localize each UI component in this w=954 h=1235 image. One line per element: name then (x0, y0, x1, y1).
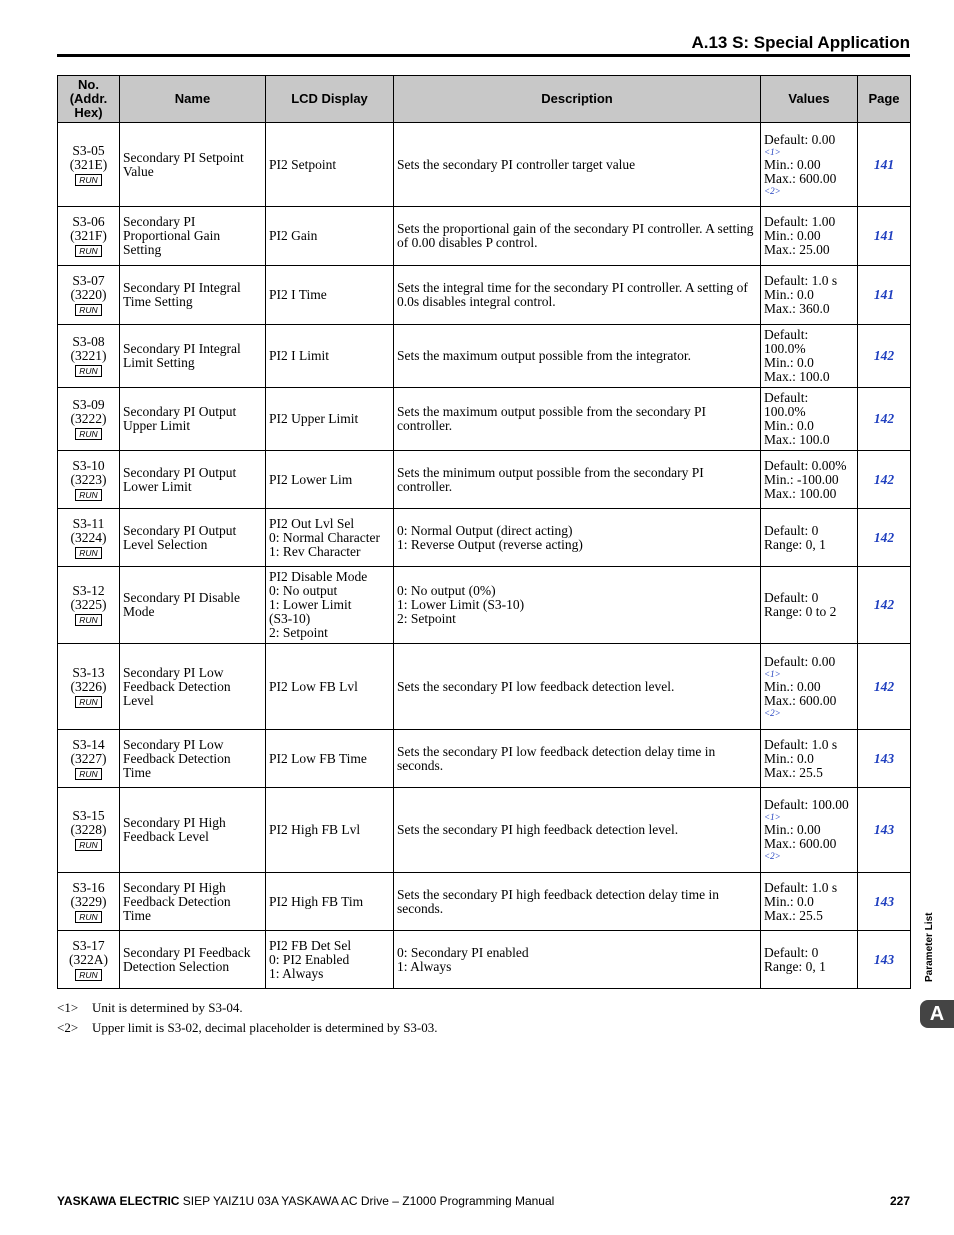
page-link[interactable]: 143 (873, 822, 895, 837)
parameter-name-cell (120, 509, 266, 567)
description-line: Sets the secondary PI high feedback detection delay time in (397, 886, 720, 902)
parameter-name-line: Value (123, 163, 154, 179)
lcd-display-line: 1: Always (269, 965, 324, 981)
page-cell (858, 567, 911, 644)
parameter-name-line: Time (123, 764, 152, 780)
parameter-name-cell (120, 266, 266, 325)
description-cell (394, 567, 761, 644)
parameter-name-line: Limit Setting (123, 355, 195, 370)
lcd-display-cell (266, 644, 394, 730)
parameter-number: S3-14 (72, 736, 105, 752)
value-line: Default: (764, 390, 809, 405)
parameter-name-line: Secondary PI Low (123, 736, 224, 752)
note-reference: <1> (764, 812, 781, 822)
footer-doc-title: SIEP YAIZ1U 03A YASKAWA AC Drive – Z1000 Programming Manual (179, 1194, 555, 1208)
parameter-name-line: Secondary PI High (123, 879, 226, 895)
description-cell (394, 788, 761, 873)
value-line: Min.: 0.0 (764, 287, 814, 302)
parameter-number-cell (58, 509, 120, 567)
run-badge: RUN (75, 174, 101, 186)
parameter-address: (3227) (70, 750, 107, 766)
lcd-display-line: PI2 Disable Mode (269, 569, 368, 584)
value-line: Default: 0.00 (764, 653, 836, 669)
parameter-number: S3-12 (72, 583, 105, 598)
parameter-number-cell (58, 567, 120, 644)
page-link[interactable]: 141 (873, 287, 895, 302)
parameter-number-cell (58, 123, 120, 207)
parameter-address: (3226) (70, 678, 107, 694)
parameter-number-cell (58, 931, 120, 989)
note-reference: <1> (764, 668, 781, 679)
parameter-name-line: Secondary PI Low (123, 664, 224, 680)
run-badge: RUN (75, 969, 101, 981)
parameter-name-line: Secondary PI Feedback (123, 944, 251, 960)
footnote (57, 1000, 438, 1020)
page-link[interactable]: 141 (873, 156, 895, 172)
value-line: Min.: 0.00 (764, 678, 821, 694)
note-reference: <2> (764, 707, 781, 718)
parameter-name-line: Setting (123, 242, 162, 257)
values-cell (761, 123, 858, 207)
parameter-table (57, 75, 911, 989)
value-line: Default: 1.0 s (764, 273, 838, 288)
page-footer (57, 1194, 910, 1208)
parameter-address: (3224) (70, 529, 107, 545)
footnote-text: Unit is determined by S3-04. (92, 1000, 243, 1015)
page-link[interactable]: 143 (873, 750, 895, 766)
parameter-address: (3220) (70, 287, 107, 302)
page-cell (858, 123, 911, 207)
value-line: Default: 0 (764, 522, 819, 538)
parameter-address: (3225) (70, 597, 107, 612)
table-row (58, 207, 911, 266)
value-line: Max.: 360.0 (764, 301, 830, 316)
table-row (58, 451, 911, 509)
parameter-number-cell (58, 451, 120, 509)
note-reference: <1> (764, 146, 781, 157)
lcd-display-line: PI2 High FB Lvl (269, 822, 361, 837)
parameter-address: (322A) (69, 951, 108, 967)
description-line: controller. (397, 418, 453, 433)
description-line: 0.0s disables integral control. (397, 294, 556, 309)
values-cell (761, 266, 858, 325)
lcd-display-line: PI2 Lower Lim (269, 471, 353, 487)
parameter-number: S3-17 (72, 937, 105, 953)
description-cell (394, 730, 761, 788)
parameter-number: S3-13 (72, 664, 105, 680)
value-line: Min.: 0.0 (764, 355, 814, 370)
lcd-display-line: 0: PI2 Enabled (269, 951, 350, 967)
value-line: Max.: 600.00 (764, 836, 837, 851)
parameter-name-cell (120, 207, 266, 266)
run-badge: RUN (75, 304, 101, 316)
description-cell (394, 207, 761, 266)
description-line: Sets the secondary PI high feedback detection level. (397, 822, 679, 837)
description-line: Sets the secondary PI low feedback detection level. (397, 678, 675, 694)
lcd-display-line: 2: Setpoint (269, 625, 328, 640)
description-line: 0: Secondary PI enabled (397, 944, 529, 960)
run-badge: RUN (75, 428, 101, 440)
value-line: Min.: 0.00 (764, 228, 821, 243)
parameter-address: (3229) (70, 893, 107, 909)
parameter-number: S3-09 (72, 397, 105, 412)
values-cell (761, 931, 858, 989)
table-row (58, 931, 911, 989)
parameter-name-line: Secondary PI (123, 214, 196, 229)
lcd-display-line: PI2 Low FB Lvl (269, 678, 358, 694)
column-header-values: Values (761, 76, 858, 123)
values-cell (761, 788, 858, 873)
value-line: Default: 0.00% (764, 457, 847, 473)
value-line: Default: 0 (764, 590, 819, 605)
lcd-display-line: PI2 Low FB Time (269, 750, 367, 766)
lcd-display-line: 0: No output (269, 583, 338, 598)
lcd-display-cell (266, 788, 394, 873)
description-line: seconds. (397, 900, 444, 916)
note-reference: <2> (764, 185, 781, 196)
column-header-description: Description (394, 76, 761, 123)
header-rule (57, 54, 910, 57)
values-cell (761, 325, 858, 388)
description-line: Sets the proportional gain of the secondary PI controller. A setting (397, 221, 754, 236)
lcd-display-cell (266, 123, 394, 207)
parameter-name-line: Secondary PI Output (123, 464, 237, 480)
description-cell (394, 873, 761, 931)
page-link[interactable]: 141 (873, 228, 895, 243)
parameter-name-line: Level (123, 692, 154, 708)
parameter-number: S3-06 (72, 214, 105, 229)
table-row (58, 730, 911, 788)
parameter-name-cell (120, 873, 266, 931)
parameter-number-cell (58, 788, 120, 873)
lcd-display-line: PI2 I Time (269, 287, 327, 302)
page-cell (858, 207, 911, 266)
lcd-display-cell (266, 873, 394, 931)
parameter-number: S3-07 (72, 273, 105, 288)
value-line: Min.: 0.0 (764, 418, 814, 433)
page-link[interactable]: 142 (873, 597, 895, 612)
column-header-page: Page (858, 76, 911, 123)
table-row (58, 567, 911, 644)
description-cell (394, 266, 761, 325)
value-line: Default: 0.00 (764, 131, 836, 147)
parameter-address: (321E) (69, 156, 108, 172)
table-row (58, 123, 911, 207)
table-row (58, 388, 911, 451)
parameter-name-cell (120, 451, 266, 509)
page-link[interactable]: 142 (873, 348, 895, 363)
parameter-number: S3-15 (72, 808, 105, 823)
lcd-display-cell (266, 266, 394, 325)
page-cell (858, 266, 911, 325)
value-line: Max.: 600.00 (764, 170, 837, 186)
lcd-display-line: PI2 Upper Limit (269, 411, 359, 426)
parameter-name-line: Proportional Gain (123, 228, 221, 243)
parameter-address: (321F) (70, 228, 107, 243)
column-header-lcd: LCD Display (266, 76, 394, 123)
footnote-mark: <1> (57, 1000, 79, 1015)
value-line: Max.: 25.5 (764, 764, 823, 780)
value-line: Default: 0 (764, 944, 819, 960)
note-reference: <2> (764, 851, 781, 861)
description-line: 1: Always (397, 958, 452, 974)
lcd-display-cell (266, 931, 394, 989)
parameter-name-cell (120, 644, 266, 730)
description-line: 0: No output (0%) (397, 583, 496, 598)
values-cell (761, 509, 858, 567)
value-line: 100.0% (764, 341, 806, 356)
parameter-name-cell (120, 325, 266, 388)
appendix-tab: A (920, 1000, 954, 1028)
value-line: Max.: 600.00 (764, 692, 837, 708)
parameter-number: S3-16 (72, 879, 105, 895)
parameter-name-cell (120, 931, 266, 989)
values-cell (761, 730, 858, 788)
page-cell (858, 644, 911, 730)
lcd-display-line: PI2 Setpoint (269, 156, 337, 172)
values-cell (761, 207, 858, 266)
parameter-number-cell (58, 207, 120, 266)
parameter-number-cell (58, 388, 120, 451)
values-cell (761, 644, 858, 730)
description-line: Sets the maximum output possible from the secondary PI (397, 404, 706, 419)
page-link[interactable]: 142 (873, 411, 895, 426)
description-cell (394, 451, 761, 509)
parameter-name-line: Secondary PI Output (123, 404, 237, 419)
value-line: Default: 1.0 s (764, 879, 838, 895)
parameter-name-line: Mode (123, 604, 155, 619)
value-line: Max.: 25.5 (764, 907, 823, 923)
parameter-name-line: Feedback Detection (123, 678, 231, 694)
run-badge: RUN (75, 547, 101, 559)
lcd-display-line: 1: Rev Character (269, 543, 361, 559)
lcd-display-cell (266, 207, 394, 266)
value-line: Range: 0, 1 (764, 958, 826, 974)
page-cell (858, 509, 911, 567)
run-badge: RUN (75, 614, 101, 626)
parameter-name-cell (120, 388, 266, 451)
lcd-display-cell (266, 325, 394, 388)
value-line: Max.: 100.0 (764, 369, 830, 384)
parameter-name-cell (120, 567, 266, 644)
parameter-number-cell (58, 644, 120, 730)
lcd-display-cell (266, 451, 394, 509)
lcd-display-line: 1: Lower Limit (269, 597, 352, 612)
description-line: seconds. (397, 757, 444, 773)
value-line: 100.0% (764, 404, 806, 419)
lcd-display-line: PI2 FB Det Sel (269, 937, 352, 953)
run-badge: RUN (75, 911, 101, 923)
run-badge: RUN (75, 696, 101, 708)
footnote (57, 1020, 438, 1040)
page-link[interactable]: 143 (873, 951, 895, 967)
lcd-display-cell (266, 567, 394, 644)
description-line: 0: Normal Output (direct acting) (397, 522, 573, 538)
values-cell (761, 567, 858, 644)
page-link[interactable]: 142 (873, 529, 895, 545)
value-line: Min.: 0.0 (764, 750, 814, 766)
parameter-name-line: Lower Limit (123, 478, 192, 494)
parameter-address: (3223) (70, 471, 107, 487)
description-cell (394, 644, 761, 730)
parameter-name-line: Secondary PI Disable (123, 590, 240, 605)
lcd-display-line: 0: Normal Character (269, 529, 380, 545)
description-cell (394, 931, 761, 989)
parameter-number: S3-08 (72, 334, 105, 349)
description-line: Sets the secondary PI controller target value (397, 156, 636, 172)
parameter-number: S3-05 (72, 142, 105, 158)
page-cell (858, 788, 911, 873)
run-badge: RUN (75, 489, 101, 501)
value-line: Range: 0, 1 (764, 536, 826, 552)
parameter-address: (3228) (70, 822, 107, 837)
run-badge: RUN (75, 245, 101, 257)
page-link[interactable]: 142 (873, 678, 895, 694)
description-line: 2: Setpoint (397, 611, 456, 626)
parameter-name-cell (120, 123, 266, 207)
lcd-display-cell (266, 509, 394, 567)
description-line: controller. (397, 478, 453, 494)
values-cell (761, 873, 858, 931)
description-line: Sets the maximum output possible from the integrator. (397, 348, 691, 363)
run-badge: RUN (75, 365, 101, 377)
description-line: 1: Lower Limit (S3-10) (397, 597, 525, 612)
page-cell (858, 730, 911, 788)
parameter-name-line: Level Selection (123, 536, 208, 552)
parameter-number-cell (58, 873, 120, 931)
description-cell (394, 509, 761, 567)
table-row (58, 873, 911, 931)
footer-brand: YASKAWA ELECTRIC (57, 1194, 180, 1208)
lcd-display-cell (266, 730, 394, 788)
description-line: of 0.00 disables P control. (397, 235, 538, 250)
parameter-name-cell (120, 730, 266, 788)
parameter-address: (3222) (70, 411, 107, 426)
lcd-display-line: PI2 Out Lvl Sel (269, 515, 355, 531)
section-title: A.13 S: Special Application (691, 33, 910, 52)
footnotes (57, 1000, 438, 1040)
description-line: 1: Reverse Output (reverse acting) (397, 536, 583, 552)
value-line: Min.: 0.0 (764, 893, 814, 909)
parameter-name-line: Feedback Level (123, 829, 209, 844)
table-row (58, 509, 911, 567)
parameter-name-line: Secondary PI Setpoint (123, 149, 244, 165)
parameter-name-line: Time Setting (123, 294, 193, 309)
table-row (58, 644, 911, 730)
value-line: Max.: 100.0 (764, 432, 830, 447)
description-line: Sets the minimum output possible from the secondary PI (397, 464, 704, 480)
value-line: Default: 100.00 (764, 797, 849, 812)
description-cell (394, 325, 761, 388)
values-cell (761, 388, 858, 451)
description-line: Sets the integral time for the secondary PI controller. A setting of (397, 280, 748, 295)
parameter-address: (3221) (70, 348, 107, 363)
column-header-name: Name (120, 76, 266, 123)
footnote-text: Upper limit is S3-02, decimal placeholder is determined by S3-03. (92, 1020, 438, 1035)
footnote-mark: <2> (57, 1020, 79, 1035)
parameter-name-line: Feedback Detection (123, 750, 231, 766)
lcd-display-line: (S3-10) (269, 611, 311, 626)
page-link[interactable]: 142 (873, 471, 895, 487)
page-cell (858, 873, 911, 931)
description-cell (394, 123, 761, 207)
value-line: Default: 1.0 s (764, 736, 838, 752)
parameter-name-line: Secondary PI High (123, 815, 226, 830)
side-section-label: Parameter List (924, 912, 935, 982)
lcd-display-line: PI2 Gain (269, 228, 318, 243)
value-line: Min.: 0.00 (764, 822, 821, 837)
run-badge: RUN (75, 768, 101, 780)
parameter-number: S3-10 (72, 457, 105, 473)
table-header-row (58, 76, 911, 123)
value-line: Min.: -100.00 (764, 471, 839, 487)
values-cell (761, 451, 858, 509)
lcd-display-line: PI2 High FB Tim (269, 893, 364, 909)
run-badge: RUN (75, 839, 101, 851)
value-line: Max.: 100.00 (764, 485, 837, 501)
value-line: Min.: 0.00 (764, 156, 821, 172)
parameter-name-line: Detection Selection (123, 958, 230, 974)
page-link[interactable]: 143 (873, 893, 895, 909)
lcd-display-line: PI2 I Limit (269, 348, 329, 363)
page-cell (858, 325, 911, 388)
page-number: 227 (889, 1194, 910, 1208)
page-cell (858, 931, 911, 989)
parameter-name-line: Secondary PI Output (123, 522, 237, 538)
parameter-name-cell (120, 788, 266, 873)
page-cell (858, 388, 911, 451)
description-line: Sets the secondary PI low feedback detection delay time in (397, 743, 716, 759)
table-row (58, 325, 911, 388)
parameter-name-line: Feedback Detection (123, 893, 231, 909)
parameter-number-cell (58, 266, 120, 325)
page-cell (858, 451, 911, 509)
parameter-name-line: Secondary PI Integral (123, 280, 241, 295)
table-row (58, 788, 911, 873)
description-cell (394, 388, 761, 451)
parameter-name-line: Time (123, 907, 152, 923)
value-line: Default: 1.00 (764, 214, 836, 229)
parameter-number: S3-11 (72, 515, 105, 531)
table-row (58, 266, 911, 325)
value-line: Default: (764, 327, 809, 342)
parameter-name-line: Upper Limit (123, 418, 191, 433)
value-line: Range: 0 to 2 (764, 604, 837, 619)
column-header-no: No. (Addr. Hex) (58, 76, 120, 123)
parameter-name-line: Secondary PI Integral (123, 341, 241, 356)
parameter-number-cell (58, 325, 120, 388)
value-line: Max.: 25.00 (764, 242, 830, 257)
parameter-number-cell (58, 730, 120, 788)
lcd-display-cell (266, 388, 394, 451)
